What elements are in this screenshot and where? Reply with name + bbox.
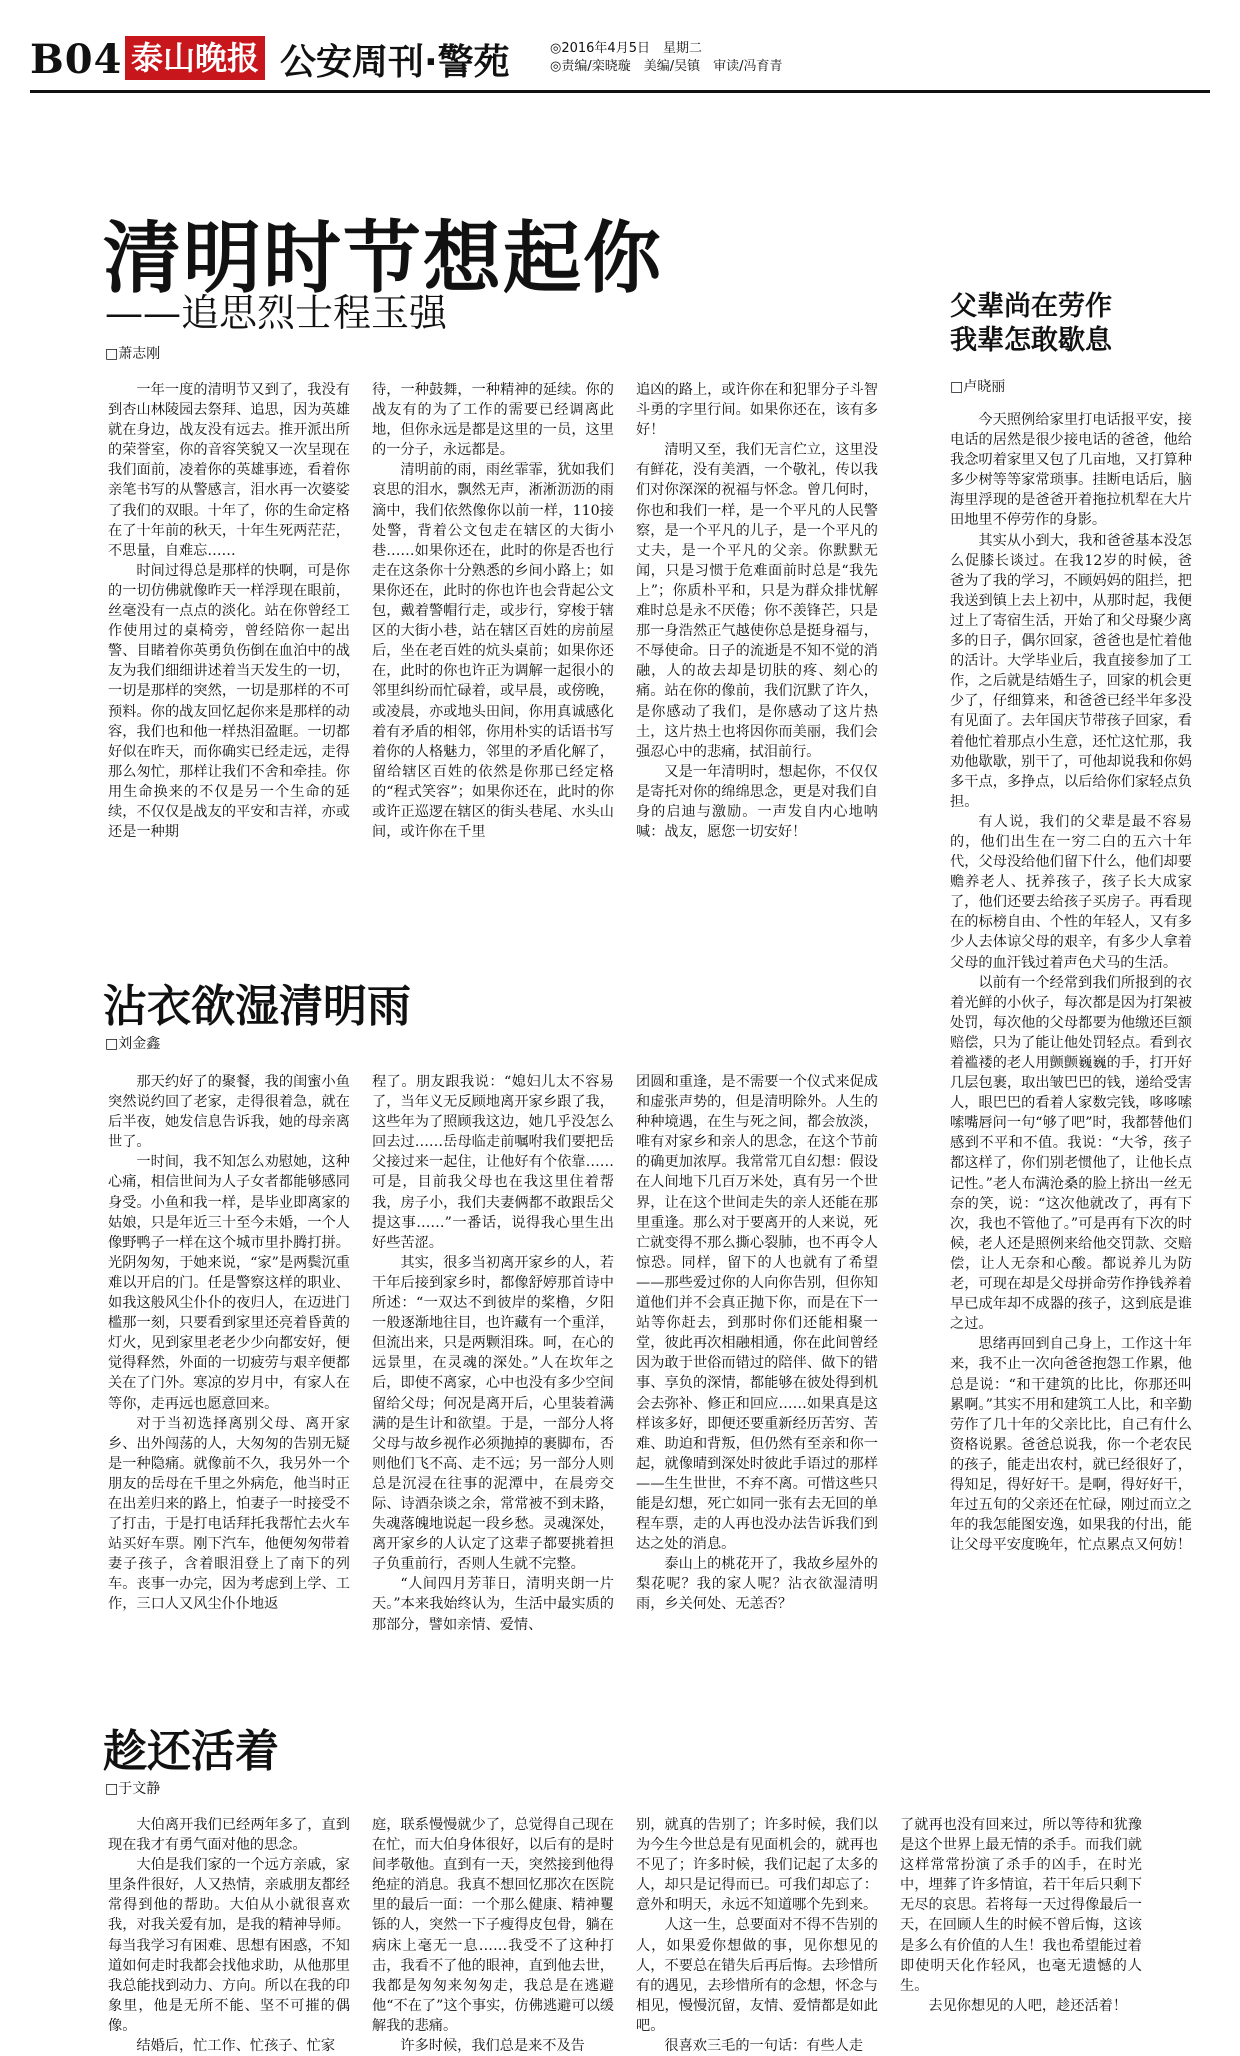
article1-byline: □萧志刚 (105, 346, 161, 362)
paragraph: 又是一年清明时，想起你，不仅仅是寄托对你的绵绵思念，更是对我们自身的启迪与激励。一声发自内心地呐喊：战友，愿您一切安好！ (636, 763, 878, 841)
article4-title (950, 290, 1112, 358)
issue-meta (550, 40, 782, 76)
article3-column-3 (636, 1815, 878, 2056)
article2-column-3 (636, 1072, 878, 1615)
paragraph: 有人说，我们的父辈是最不容易的，他们出生在一穷二白的五六十年代，父母没给他们留下什么，他们却要赡养老人、抚养孩子，孩子长大成家了，他们还要去给孩子买房子。再看现在的标榜自由、个性的年轻人，又有多少人去体谅父母的艰辛，有多少人拿着父母的血汗钱过着声色犬马的生活。 (950, 813, 1192, 971)
article1-title: 清明时节想起你 (103, 214, 664, 304)
article3-byline: □于文静 (105, 1781, 161, 1797)
paragraph: 追凶的路上，或许你在和犯罪分子斗智斗勇的字里行间。如果你还在，该有多好！ (636, 382, 878, 439)
article4-byline: □卢晓丽 (950, 379, 1006, 395)
paragraph: 对于当初选择离别父母、离开家乡、出外闯荡的人，大匆匆的告别无疑是一种隐痛。就像前不久，我另外一个朋友的岳母在千里之外病危，他当时正在出差归来的路上，怕妻子一时接受不了打击，于是打电话拜托我帮忙去火车站买好车票。刚下汽车，他便匆匆带着妻子孩子，含着眼泪登上了南下的列车。丧事一办完，因为考虑到上学、工作，三口人又风尘仆仆地返 (108, 1415, 350, 1613)
article4-title-line1: 父辈尚在劳作 (950, 291, 1112, 322)
paragraph: 其实从小到大，我和爸爸基本没怎么促膝长谈过。在我12岁的时候，爸爸为了我的学习，不顾妈妈的阻拦，把我送到镇上去上初中，从那时起，我便过上了寄宿生活，开始了和父母聚少离多的日子，偶尔回家，爸爸也是忙着他的活计。大学毕业后，我直接参加了工作，之后就是结婚生子，回家的机会更少了，仔细算来，和爸爸已经半年多没有见面了。去年国庆节带孩子回家，看着他忙着那点小生意，还忙这忙那，我劝他歇歇，别干了，可他却说我和你妈多干点，多挣点，以后给你们家轻点负担。 (950, 532, 1192, 810)
paragraph: 今天照例给家里打电话报平安，接电话的居然是很少接电话的爸爸，他给我念叨着家里又包了几亩地，又打算种多少树等等家常琐事。挂断电话后，脑海里浮现的是爸爸开着拖拉机犁在大片田地里不停劳作的身影。 (950, 412, 1192, 529)
paragraph: 一年一度的清明节又到了，我没有到杏山林陵园去祭拜、追思，因为英雄就在身边，战友没有远去。推开派出所的荣誉室，你的音容笑貌又一次呈现在我们面前，凌着你的英雄事迹，看着你亲笔书写的从警感言，泪水再一次婆娑了我们的双眼。十年了，你的生命定格在了十年前的秋天，十年生死两茫茫，不思量，自难忘…… (108, 382, 350, 559)
article2-column-2 (372, 1072, 614, 1635)
article1-column-2 (372, 380, 614, 842)
paragraph: 很喜欢三毛的一句话：有些人走 (664, 2038, 864, 2055)
paragraph: 那天约好了的聚餐，我的闺蜜小鱼突然说约回了老家，走得很着急，就在后半夜，她发信息告诉我，她的母亲离世了。 (108, 1074, 350, 1151)
page-header (30, 30, 1210, 93)
paragraph: 大伯离开我们已经两年多了，直到现在我才有勇气面对他的思念。 (108, 1817, 350, 1854)
paragraph: 一时间，我不知怎么劝慰她，这种心痛，相信世间为人子女者都能够感同身受。小鱼和我一样，是毕业即离家的姑娘，只是年近三十至今未婚，一个人像野鸭子一样在这个城市里扑腾打拼。光阴匆匆，于她来说，“家”是两鬓沉重难以开启的门。任是警察这样的职业、如我这般风尘仆仆的夜归人，在迈进门槛那一刻，只要看到家里还亮着昏黄的灯火，见到家里老老少少向都安好，便觉得释然，外面的一切疲劳与艰辛便都关在了门外。寒凉的岁月中，有家人在等你，走再远也愿意回来。 (108, 1154, 350, 1412)
article3-column-1 (108, 1815, 350, 2056)
article3-column-2 (372, 1815, 614, 2056)
section-title: 公安周刊·警苑 (280, 42, 510, 83)
paragraph: 团圆和重逢，是不需要一个仪式来促成和虚张声势的，但是清明除外。人生的种种境遇，在生与死之间，都会放淡，唯有对家乡和亲人的思念，在这个节前的确更加浓厚。我常常兀自幻想：假设在人间地下几百万米处，真有另一个世界，让在这个世间走失的亲人还能在那里重逢。那么对于要离开的人来说，死亡就变得不那么撕心裂肺，也不再令人惊恐。同样，留下的人也就有了希望——那些爱过你的人向你告别，但你知道他们并不会真正抛下你，而是在下一站等你赶去，到那时你们还能相聚一堂，彼此再次相融相通，你在此间曾经因为敢于世俗而错过的陪伴、做下的错事、享负的深情，都能够在彼处得到机会去弥补、修正和回应……如果真是这样该多好，即便还要重新经历苦穷、苦难、助迫和背叛，但仍然有至亲和你一起，就像晴到深处时彼此手语过的那样——生生世世，不弃不离。可惜这些只能是幻想，死亡如同一张有去无回的单程车票，走的人再也没办法告诉我们到达之处的消息。 (636, 1074, 878, 1553)
article1-column-3 (636, 380, 878, 842)
paragraph: 以前有一个经常到我们所报到的衣着光鲜的小伙子，每次都是因为打架被处罚，每次他的父母都要为他缴还巨额赔偿，只为了能让他处罚轻点。看到衣着褴褛的老人用颤颤巍巍的手，打开好几层包裹，取出皱巴巴的钱，递给受害人，眼巴巴的看着人家数完钱，哆哆嗦嗦嘴唇问一句“够了吧”时，我都替他们感到不平和不值。我说：“大爷，孩子都这样了，你们别老惯他了，让他长点记性。”老人布满沧桑的脸上挤出一丝无奈的笑，说：“这次他就改了，再有下次，我也不管他了。”可是再有下次的时候，老人还是照例来给他交罚款、交赔偿，让人无奈和心酸。都说养儿为防老，可现在却是父母拼命劳作挣钱养着早已成年却不成器的孩子，这到底是谁之过。 (950, 974, 1192, 1333)
paragraph: 人这一生，总要面对不得不告别的人，如果爱你想做的事，见你想见的人，不要总在错失后再后悔。去珍惜所有的遇见，去珍惜所有的念想，怀念与相见，慢慢沉留，友情、爱情都是如此吧。 (636, 1917, 878, 2034)
article3-title: 趁还活着 (103, 1726, 279, 1777)
article3-column-4 (900, 1815, 1142, 2016)
article1-subtitle: ——追思烈士程玉强 (105, 291, 448, 335)
article2-title: 沾衣欲湿清明雨 (103, 981, 411, 1032)
issue-staff: ◎责编/栾晓璇 美编/吴镇 审读/冯育青 (550, 59, 783, 74)
paragraph: 许多时候，我们总是来不及告 (400, 2038, 585, 2055)
article1-column-1 (108, 380, 350, 842)
paragraph: 程了。朋友跟我说：“媳妇儿太不容易了，当年义无反顾地离开家乡跟了我，这些年为了照顾我这边，她几乎没怎么回去过……岳母临走前嘱咐我们要把岳父接过来一起住，让他好有个依靠……可是，目前我父母也在我这里住着帮我，房子小，我们夫妻俩都不敢跟岳父提这事……”一番话，说得我心里生出好些苦涩。 (372, 1074, 614, 1251)
issue-date: ◎2016年4月5日 星期二 (550, 41, 702, 56)
paragraph: 待，一种鼓舞，一种精神的延续。你的战友有的为了工作的需要已经调离此地，但你永远是都是这里的一员，这里的一分子，永远都是。 (372, 382, 614, 459)
article2-column-1 (108, 1072, 350, 1615)
paragraph: 别，就真的告别了；许多时候，我们以为今生今世总是有见面机会的，就再也不见了；许多时候，我们记起了太多的人，却只是记得而已。可我们却忘了：意外和明天，永远不知道哪个先到来。 (636, 1817, 878, 1914)
paragraph: 庭，联系慢慢就少了，总觉得自己现在在忙，而大伯身体很好，以后有的是时间孝敬他。直到有一天，突然接到他得绝症的消息。我真不想回忆那次在医院里的最后一面：一个那么健康、精神矍铄的人，突然一下子瘦得皮包骨，躺在病床上毫无一息……我受不了这种打击，我看不了他的眼神，直到他去世，我都是匆匆来匆匆走，我总是在逃避他“不在了”这个事实，仿佛逃避可以缓解我的悲痛。 (372, 1817, 614, 2034)
paragraph: 其实，很多当初离开家乡的人，若干年后接到家乡时，都像舒婷那首诗中所述：“一双达不到彼岸的桨橹，夕阳一般逐渐地往目，也许藏有一个重洋，但流出来，只是两颗泪珠。呵，在心的远景里，在灵魂的深处。”人在坎年之后，即使不离家，心中也没有多少空间留给父母；何况是离开后，心里装着满满的是生计和欲望。于是，一部分人将父母与故乡视作必须抛掉的裹脚布，否则他们飞不高、走不远；另一部分人则总是沉浸在往事的泥潭中，在晨旁交际、诗酒杂谈之余，常常被不到未路，失魂落魄地说起一段乡愁。灵魂深处，离开家乡的人认定了这辈子都要挑着担子负重前行，否则人生就不完整。 (372, 1254, 614, 1573)
paragraph: 大伯是我们家的一个远方亲戚，家里条件很好，人又热情，亲戚朋友都经常得到他的帮助。大伯从小就很喜欢我，对我关爱有加，是我的精神导师。每当我学习有困难、思想有困惑，不知道如何走时我都会找他求助，从他那里我总能找到动力、方向。所以在我的印象里，他是无所不能、坚不可摧的偶像。 (108, 1857, 350, 2034)
page-number: B04 (30, 36, 123, 83)
paragraph: 时间过得总是那样的快啊，可是你的一切仿佛就像昨天一样浮现在眼前，丝毫没有一点点的淡化。站在你曾经工作使用过的桌椅旁，曾经陪你一起出警、目睹着你英勇负伤倒在血泊中的战友为我们细细讲述着当天发生的一切，一切是那样的突然，一切是那样的不可预料。你的战友回忆起你来是那样的动容，我们也和他一样热泪盈眶。一切都好似在昨天，而你确实已经走远，走得那么匆忙，那样让我们不舍和牵挂。你用生命换来的不仅是另一个生命的延续，不仅仅是战友的平安和吉祥，亦或还是一种期 (108, 562, 350, 841)
paragraph: 思绪再回到自己身上，工作这十年来，我不止一次向爸爸抱怨工作累，他总是说：“和干建筑的比比，你那还叫累啊。”其实不用和建筑工人比，和辛勤劳作了几十年的父亲比比，自己有什么资格说累。爸爸总说我，你一个老农民的孩子，能走出农村，就已经很好了，得知足，得好好干。是啊，得好好干，年过五旬的父亲还在忙碌，刚过而立之年的我怎能图安逸，如果我的付出，能让父母平安度晚年，忙点累点又何妨！ (950, 1336, 1192, 1554)
newspaper-logo: 泰山晚报 (125, 36, 265, 80)
paragraph: 清明又至，我们无言伫立，这里没有鲜花，没有美酒，一个敬礼，传以我们对你深深的祝福与怀念。曾几何时，你也和我们一样，是一个平凡的人民警察，是一个平凡的儿子，是一个平凡的丈夫，是一个平凡的父亲。你默默无闻，只是习惯于危难面前时总是“我先上”；你质朴平和，只是为群众排忧解难时总是永不厌倦；你不羡锋芒，只是那一身浩然正气越使你总是挺身福与，不辱使命。日子的流逝是不知不觉的消融，人的故去却是切肤的疼、刻心的痛。站在你的像前，我们沉默了许久，是你感动了我们，是你感动了这片热土，这片热土也将因你而美丽，我们会强忍心中的悲痛，拭泪前行。 (636, 442, 878, 760)
paragraph: 清明前的雨，雨丝霏霏，犹如我们哀思的泪水，飘然无声，淅淅沥沥的雨滴中，我们依然像你以前一样，110接处警，背着公文包走在辖区的大街小巷……如果你还在，此时的你是否也行走在这条你十分熟悉的乡间小路上；如果你还在，此时的你也许也会背起公文包，戴着警帽行走，或步行，穿梭于辖区的大街小巷，站在辖区百姓的房前屋后，坐在老百姓的炕头桌前；如果你还在，此时的你也许正为调解一起很小的邻里纠纷而忙碌着，或早晨，或傍晚，或凌晨，亦或地头田间，你用真诚感化着有矛盾的相邻，你用朴实的话语书写着你的人格魅力，邻里的矛盾化解了，留给辖区百姓的依然是你那已经定格的“程式笑容”；如果你还在，此时的你或许正巡逻在辖区的街头巷尾、水头山间，或许你在千里 (372, 462, 614, 841)
paragraph: 去见你想见的人吧，趁还活着！ (928, 1997, 1128, 2014)
paragraph: 了就再也没有回来过，所以等待和犹豫是这个世界上最无情的杀手。而我们就这样常常扮演了杀手的凶手，在时光中，埋葬了许多情谊，若干年后只剩下无尽的哀思。若将每一天过得像最后一天，在回顾人生的时候不曾后悔，这该是多么有价值的人生！我也希望能过着即使明天化作轻风，也毫无遗憾的人生。 (900, 1817, 1142, 1994)
article4-column (950, 410, 1192, 1555)
paragraph: 泰山上的桃花开了，我故乡屋外的梨花呢？我的家人呢？沾衣欲湿清明雨，乡关何处、无恙否？ (636, 1556, 878, 1613)
paragraph: “人间四月芳菲日，清明夹朗一片天。”本来我始终认为，生活中最实质的那部分，譬如亲情、爱情、 (372, 1576, 614, 1633)
article2-byline: □刘金鑫 (105, 1036, 161, 1052)
paragraph: 结婚后，忙工作、忙孩子、忙家 (136, 2038, 336, 2055)
article4-title-line2: 我辈怎敢歇息 (950, 325, 1112, 356)
